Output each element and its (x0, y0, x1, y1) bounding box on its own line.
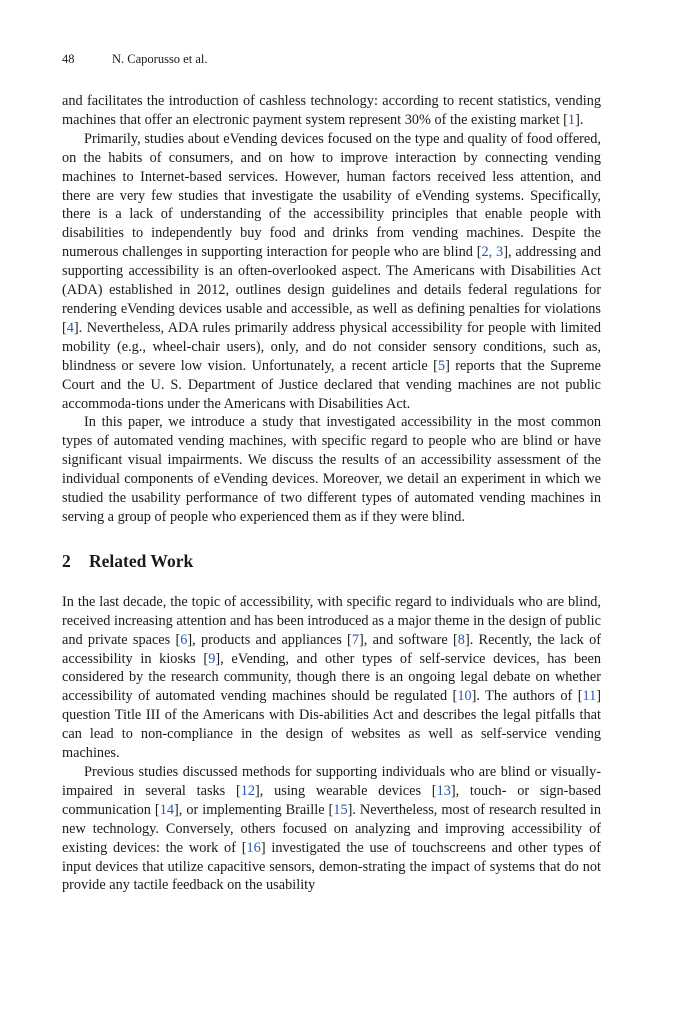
citation-link[interactable]: 10 (457, 688, 472, 705)
text-run: Primarily, studies about eVending devices focused on the type and quality of food offered, on the habits of consumers, and on how to improve interaction by connecting vending machines to Internet-based services. However, human factors received less attention, and there are very few studies that investigate the usability of eVending systems. Specifically, there is a lack of understanding of the accessibility principles that enable people with disabilities to independently buy food and drinks from vending machines. Despite the numerous challenges in supporting interaction for people who are blind [ (62, 130, 601, 261)
citation-link[interactable]: 15 (333, 801, 348, 818)
text-run: ]. Recently, the lack of accessibility in kiosks [ (62, 631, 602, 667)
section-title: Related Work (89, 550, 194, 571)
text-run: In this paper, we introduce a study that investigated accessibility in the most common types of automated vending machines, with specific regard to people who are blind or have significant visual impairments. We discuss the results of an accessibility assessment of the individual components of eVending devices. Moreover, we detail an experiment in which we studied the usability performance of two different types of automated vending machines in serving a group of people who experienced them as if they were blind. (62, 414, 601, 525)
citation-link[interactable]: 13 (436, 782, 451, 799)
text-run: ]. Nevertheless, ADA rules primarily address physical accessibility for people with limited mobility (e.g., wheel-chair users), only, and do not consider sensory conditions, such as, blindness or severe low vision. Unfortunately, a recent article [ (62, 319, 601, 374)
citation-link[interactable]: 16 (246, 839, 261, 856)
citation-link[interactable]: 1 (567, 111, 576, 128)
body-text (62, 92, 601, 895)
text-run: ], or implementing Braille [ (174, 801, 334, 818)
running-head (62, 50, 207, 68)
text-run: ], eVending, and other types of self-service devices, has been considered by the research community, though there is an ongoing legal debate on whether accessibility of automated vending machines should be regulated [ (62, 650, 601, 705)
paragraph (62, 92, 601, 130)
text-run: ] question Title III of the Americans with Dis-abilities Act and describes the legal pitfalls that can lead to non-compliance in the design of websites as well as self-service vending machines. (62, 688, 601, 762)
text-run: ] investigated the use of touchscreens and other types of input devices that utilize capacitive sensors, demon-strating the impact of systems that do not provide any tactile feedback on the usability (62, 839, 601, 894)
text-run: and facilitates the introduction of cashless technology: according to recent statistics, vending machines that offer an electronic payment system represent 30% of the existing market [ (62, 93, 601, 128)
citation-link[interactable]: 6 (180, 631, 188, 648)
section-number: 2 (62, 550, 71, 571)
paragraph (62, 763, 601, 895)
text-run: ]. (575, 111, 584, 128)
citation-link[interactable]: 7 (351, 631, 359, 648)
citation-link[interactable]: 2, 3 (481, 244, 504, 261)
citation-link[interactable]: 12 (240, 782, 256, 799)
paragraph (62, 593, 601, 763)
paragraph (62, 130, 601, 414)
citation-link[interactable]: 4 (66, 319, 74, 336)
running-head-authors: N. Caporusso et al. (112, 52, 208, 66)
paragraph (62, 413, 601, 526)
citation-link[interactable]: 9 (208, 650, 216, 667)
citation-link[interactable]: 11 (582, 688, 597, 705)
text-run: In the last decade, the topic of accessibility, with specific regard to individuals who are blind, received increasing attention and has been introduced as a major theme in the design of public and private spaces [ (62, 593, 601, 648)
citation-link[interactable]: 8 (457, 631, 465, 648)
text-run: ], touch- or sign-based communication [ (62, 782, 601, 818)
section-heading (62, 550, 601, 572)
text-run: ], products and appliances [ (187, 631, 352, 648)
text-run: ]. The authors of [ (471, 688, 583, 705)
page-number: 48 (62, 52, 75, 66)
text-run: ], using wearable devices [ (255, 782, 437, 799)
text-run: ], addressing and supporting accessibility is an often-overlooked aspect. The Americans with Disabilities Act (ADA) established in 2012, outlines design guidelines and details federal regulations for rendering eVending devices usable and accessible, as well as defining penalties for violations [ (62, 244, 601, 336)
text-run: ], and software [ (358, 631, 458, 648)
text-run: Previous studies discussed methods for supporting individuals who are blind or visually-impaired in several tasks [ (62, 764, 601, 799)
text-run: ] reports that the Supreme Court and the U. S. Department of Justice declared that vending machines are not public accommoda-tions under the Americans with Disabilities Act. (62, 357, 602, 412)
citation-link[interactable]: 14 (159, 801, 174, 818)
citation-link[interactable]: 5 (437, 357, 446, 374)
text-run: ]. Nevertheless, most of research resulted in new technology. Conversely, others focused on analyzing and improving accessibility of existing devices: the work of [ (62, 801, 602, 856)
